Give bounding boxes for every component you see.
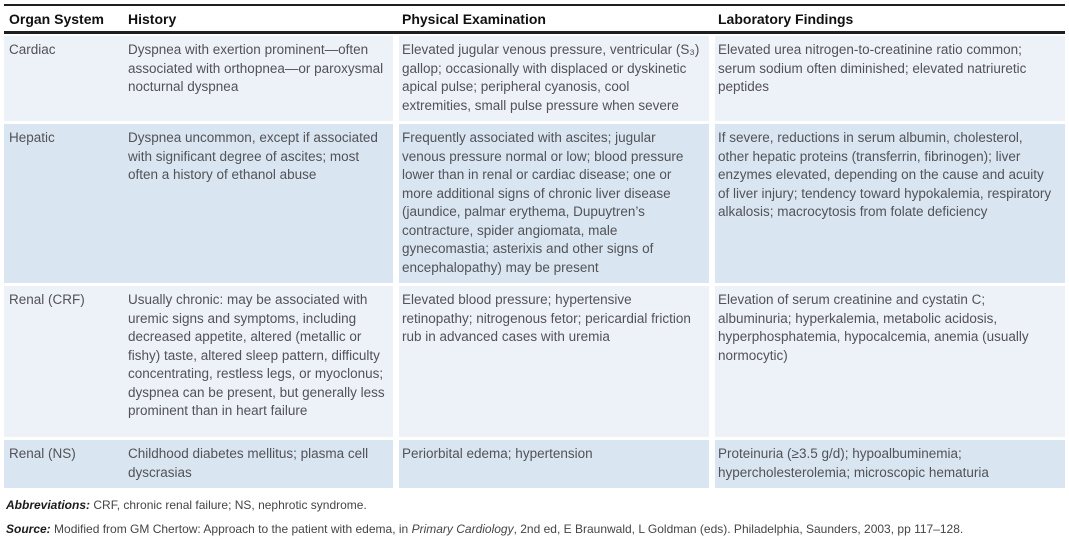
column-header-history: History	[128, 11, 177, 27]
cell-history: Usually chronic: may be associated with uremic signs and symptoms, including decreased appetite, altered (metallic or fishy) taste, altered sleep pattern, difficulty concentrating, restless legs, or myoclonus; dyspnea can be present, but generally less prominent than in heart failure	[125, 286, 393, 437]
cell-physical-examination: Elevated jugular venous pressure, ventricular (S₃) gallop; occasionally with displaced or dyskinetic apical pulse; peripheral cyanosis, cool extremities, small pulse pressure when severe	[393, 36, 709, 121]
table-row-cardiac	[4, 36, 1065, 121]
cell-laboratory-findings: Elevation of serum creatinine and cystatin C; albuminuria; hyperkalemia, metabolic acidosis, hyperphosphatemia, hypocalcemia, anemia (usually normocytic)	[709, 286, 1065, 437]
column-header-organ-system: Organ System	[9, 11, 104, 27]
cell-laboratory-findings: If severe, reductions in serum albumin, cholesterol, other hepatic proteins (transferrin, fibrinogen); liver enzymes elevated, depending on the cause and acuity of liver injury; tendency toward hypokalemia, respiratory alkalosis; macrocytosis from folate deficiency	[709, 124, 1065, 283]
cell-organ-system: Hepatic	[4, 124, 125, 283]
source-text-after: , 2nd ed, E Braunwald, L Goldman (eds). Philadelphia, Saunders, 2003, pp 117–128.	[513, 522, 964, 536]
cell-history: Dyspnea uncommon, except if associated with significant degree of ascites; most often a history of ethanol abuse	[125, 124, 393, 283]
header-rule	[4, 31, 1065, 34]
cell-organ-system: Cardiac	[4, 36, 125, 121]
source-text-before: Modified from GM Chertow: Approach to the patient with edema, in	[54, 522, 409, 536]
column-header-physical-examination: Physical Examination	[393, 6, 709, 31]
table-row-hepatic	[4, 124, 1065, 283]
abbreviations-text: CRF, chronic renal failure; NS, nephrotic syndrome.	[93, 498, 367, 512]
cell-history: Dyspnea with exertion prominent—often associated with orthopnea—or paroxysmal nocturnal dyspnea	[125, 36, 393, 121]
table-row-renal-crf	[4, 286, 1065, 437]
cell-laboratory-findings: Proteinuria (≥3.5 g/d); hypoalbuminemia; hypercholesterolemia; microscopic hematuria	[709, 440, 1065, 488]
column-header-laboratory-findings: Laboratory Findings	[709, 6, 1065, 31]
table-row-renal-ns	[4, 440, 1065, 488]
table-body	[4, 36, 1065, 488]
abbreviations-label: Abbreviations:	[6, 498, 91, 512]
abbreviations-note	[6, 498, 1065, 513]
cell-physical-examination: Frequently associated with ascites; jugular venous pressure normal or low; blood pressure lower than in renal or cardiac disease; one or more additional signs of chronic liver disease (jaundice, palmar erythema, Dupuytren’s contracture, spider angiomata, male gynecomastia; asterixis and other signs of encephalopathy) may be present	[393, 124, 709, 283]
cell-physical-examination: Elevated blood pressure; hypertensive retinopathy; nitrogenous fetor; pericardial friction rub in advanced cases with uremia	[393, 286, 709, 437]
cell-laboratory-findings: Elevated urea nitrogen-to-creatinine ratio common; serum sodium often diminished; elevated natriuretic peptides	[709, 36, 1065, 121]
cell-organ-system: Renal (NS)	[4, 440, 125, 488]
table-header-row	[4, 6, 1065, 31]
source-book-title: Primary Cardiology	[411, 522, 514, 536]
footnotes	[4, 498, 1065, 537]
source-note	[6, 522, 1065, 537]
cell-organ-system: Renal (CRF)	[4, 286, 125, 437]
source-label: Source:	[6, 522, 51, 536]
cell-history: Childhood diabetes mellitus; plasma cell dyscrasias	[125, 440, 393, 488]
cell-physical-examination: Periorbital edema; hypertension	[393, 440, 709, 488]
